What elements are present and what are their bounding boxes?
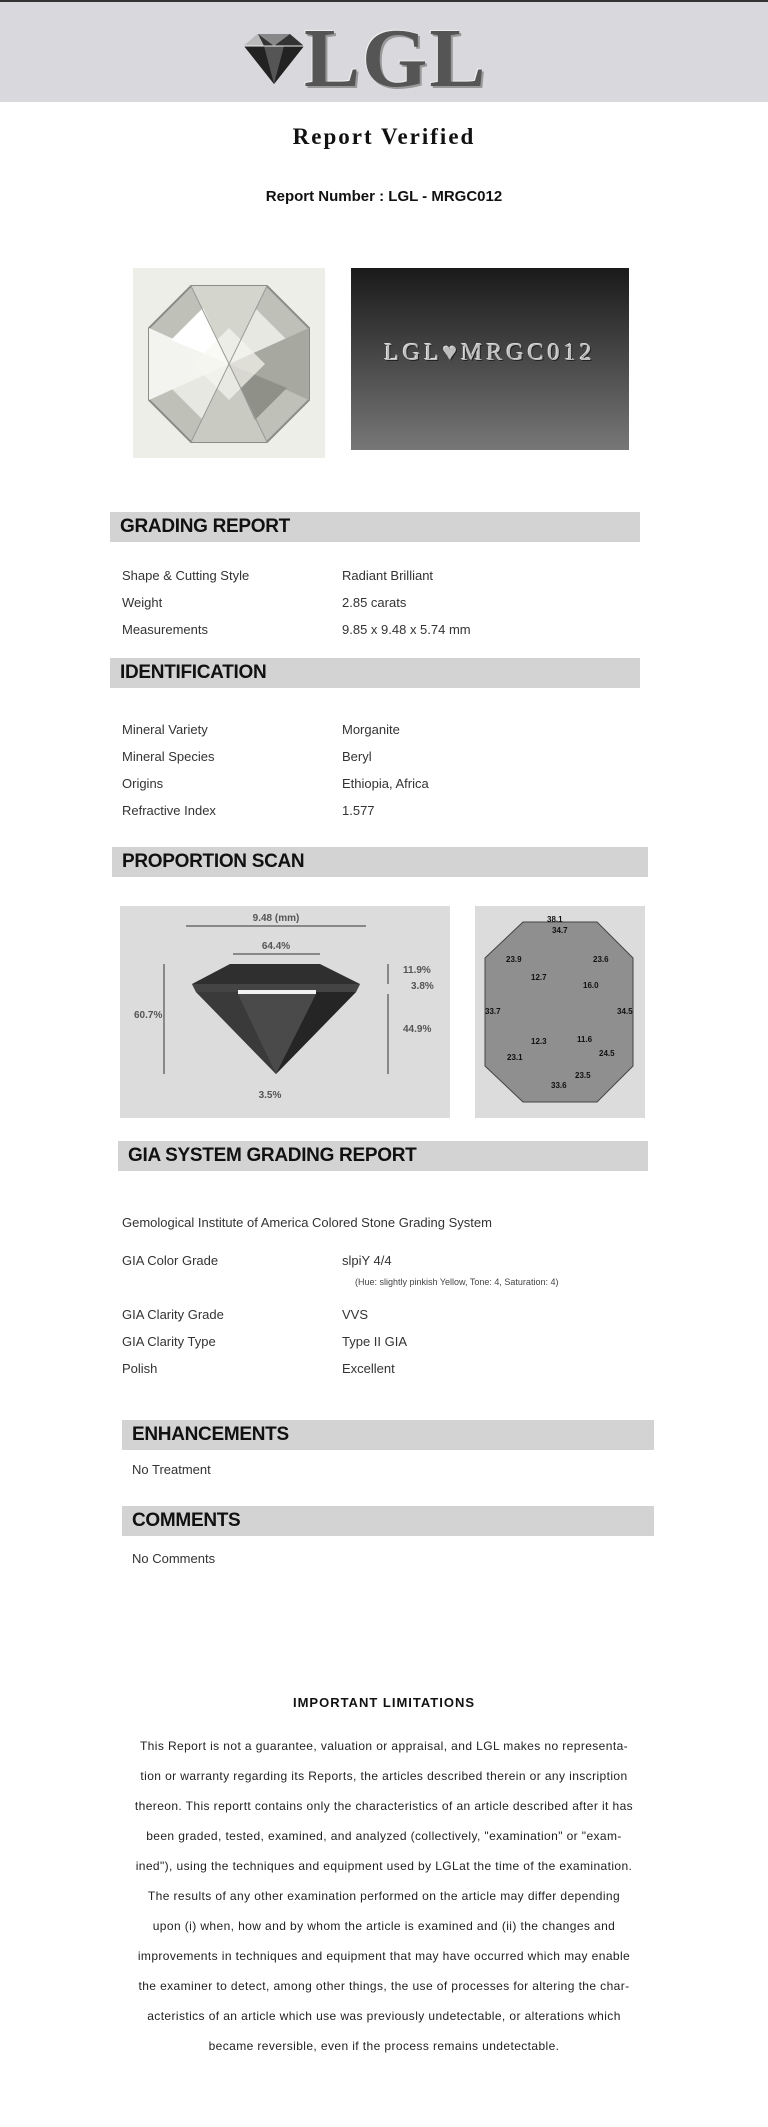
- row-label: GIA Clarity Type: [122, 1334, 216, 1349]
- limitations-line: This Report is not a guarantee, valuation or appraisal, and LGL makes no representa-: [139, 1739, 629, 1753]
- report-number: Report Number : LGL - MRGC012: [265, 188, 503, 205]
- side-depth-label: 60.7%: [134, 1010, 163, 1021]
- proportion-side-diagram: [120, 906, 450, 1118]
- limitations-line: ined"), using the techniques and equipment used by LGLat the time of the examination.: [135, 1859, 633, 1873]
- top-value: 12.3: [531, 1037, 547, 1046]
- top-value: 23.6: [593, 955, 609, 964]
- limitations-line: The results of any other examination performed on the article may differ depending: [147, 1889, 621, 1903]
- limitations-line: the examiner to detect, among other things, the use of processes for altering the char-: [138, 1979, 630, 1993]
- inscription-text: LGL♥MRGC012: [384, 340, 596, 366]
- limitations-line: upon (i) when, how and by whom the article is examined and (ii) the changes and: [152, 1919, 616, 1933]
- lgl-logo: [232, 12, 492, 105]
- comments-header: COMMENTS: [122, 1506, 654, 1536]
- grading-report-header: GRADING REPORT: [110, 512, 640, 542]
- row-value: Beryl: [342, 749, 372, 764]
- logo-text: LGL: [304, 12, 488, 105]
- top-value: 23.1: [507, 1053, 523, 1062]
- side-culet-label: 3.5%: [258, 1090, 282, 1101]
- top-value: 24.5: [599, 1049, 615, 1058]
- row-value: 9.85 x 9.48 x 5.74 mm: [342, 622, 471, 637]
- limitations-line: became reversible, even if the process remains undetectable.: [208, 2039, 560, 2053]
- limitations-line: improvements in techniques and equipment that may have occurred which may enable: [137, 1949, 631, 1963]
- limitations-title: IMPORTANT LIMITATIONS: [292, 1695, 476, 1710]
- row-value: 2.85 carats: [342, 595, 407, 610]
- top-value: 34.5: [617, 1007, 633, 1016]
- gia-header: GIA SYSTEM GRADING REPORT: [118, 1141, 648, 1171]
- row-label: Weight: [122, 595, 163, 610]
- side-pavilion-label: 44.9%: [403, 1024, 432, 1035]
- top-value: 23.5: [575, 1071, 591, 1080]
- top-value: 34.7: [552, 926, 568, 935]
- enhancements-text: No Treatment: [132, 1462, 211, 1477]
- gia-color-note: (Hue: slightly pinkish Yellow, Tone: 4, Saturation: 4): [355, 1277, 559, 1287]
- diamond-icon: [234, 28, 314, 88]
- top-value: 38.1: [547, 915, 563, 924]
- row-label: Origins: [122, 776, 164, 791]
- top-value: 16.0: [583, 981, 599, 990]
- proportion-top-diagram: [475, 906, 645, 1118]
- row-label: Mineral Variety: [122, 722, 208, 737]
- gia-subtitle: Gemological Institute of America Colored Stone Grading System: [122, 1215, 492, 1230]
- row-value: slpiY 4/4: [342, 1253, 392, 1268]
- proportion-scan-header: PROPORTION SCAN: [112, 847, 648, 877]
- row-value: Excellent: [342, 1361, 395, 1376]
- side-crown-label: 11.9%: [403, 965, 431, 976]
- row-value: Radiant Brilliant: [342, 568, 434, 583]
- limitations-line: acteristics of an article which use was previously undetectable, or alterations which: [147, 2009, 621, 2023]
- side-table-label: 64.4%: [261, 941, 291, 952]
- top-value: 23.9: [506, 955, 522, 964]
- row-label: Polish: [122, 1361, 158, 1376]
- row-value: Ethiopia, Africa: [342, 776, 429, 791]
- identification-header: IDENTIFICATION: [110, 658, 640, 688]
- limitations-line: tion or warranty regarding its Reports, the articles described therein or any inscription: [140, 1769, 628, 1783]
- top-value: 12.7: [531, 973, 547, 982]
- comments-text: No Comments: [132, 1551, 216, 1566]
- page-title: Report Verified: [292, 124, 476, 149]
- header-banner: [0, 0, 768, 105]
- row-value: Type II GIA: [342, 1334, 408, 1349]
- top-value: 33.6: [551, 1081, 567, 1090]
- side-width-label: 9.48 (mm): [252, 913, 300, 924]
- limitations-line: thereon. This reportt contains only the characteristics of an article described after it has: [134, 1799, 634, 1813]
- row-label: Measurements: [122, 622, 208, 637]
- row-label: Mineral Species: [122, 749, 215, 764]
- limitations-line: been graded, tested, examined, and analyzed (collectively, "examination" or "exam-: [146, 1829, 622, 1843]
- row-label: GIA Color Grade: [122, 1253, 219, 1268]
- row-label: Shape & Cutting Style: [122, 568, 250, 583]
- row-value: 1.577: [342, 803, 375, 818]
- inscription-photo: [351, 268, 629, 450]
- top-value: 11.6: [577, 1035, 593, 1044]
- top-value: 33.7: [485, 1007, 501, 1016]
- row-label: GIA Clarity Grade: [122, 1307, 224, 1322]
- row-value: Morganite: [342, 722, 400, 737]
- row-label: Refractive Index: [122, 803, 216, 818]
- gemstone-photo: [133, 268, 325, 458]
- row-value: VVS: [342, 1307, 369, 1322]
- enhancements-header: ENHANCEMENTS: [122, 1420, 654, 1450]
- side-girdle-label: 3.8%: [411, 981, 434, 992]
